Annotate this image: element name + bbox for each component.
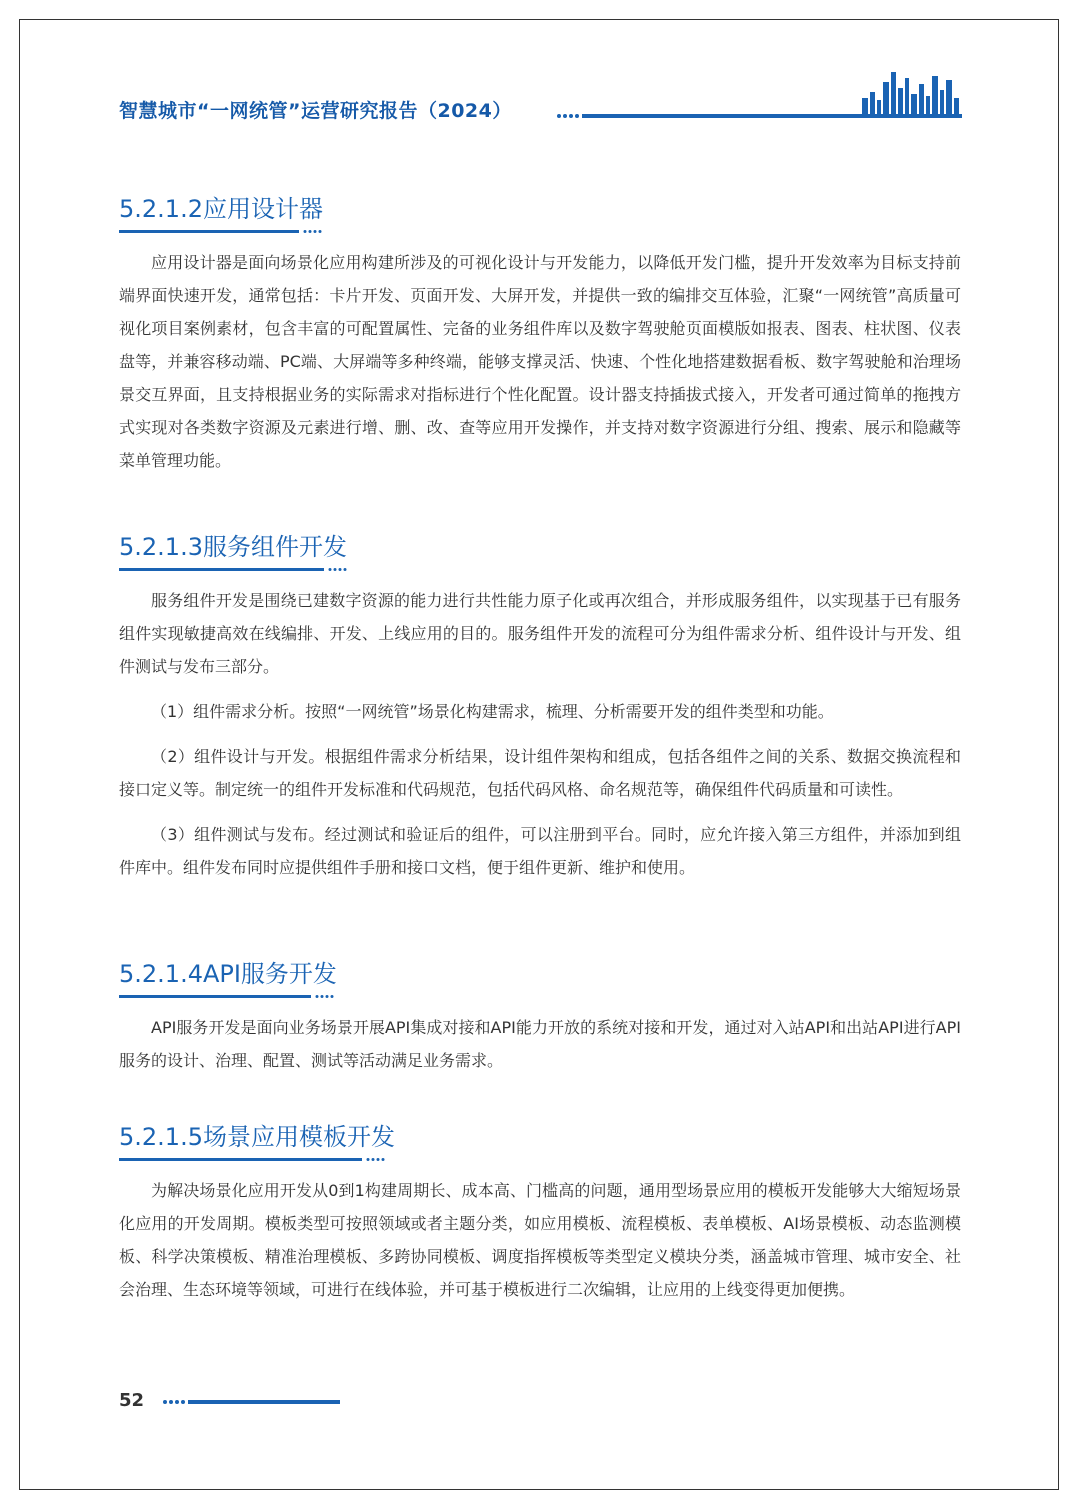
section-app-designer (119, 192, 961, 477)
footer-rule (162, 1398, 342, 1406)
paragraph: API服务开发是面向业务场景开展API集成对接和API能力开放的系统对接和开发，通过对入站API和出站API进行API服务的设计、治理、配置、测试等活动满足业务需求。 (119, 1018, 961, 1070)
section-heading (119, 1120, 961, 1160)
heading-underline (119, 230, 324, 235)
section-title: 5.2.1.3服务组件开发 (119, 533, 347, 561)
page-number: 52 (119, 1390, 145, 1411)
paragraph: （1）组件需求分析。按照“一网统管”场景化构建需求，梳理、分析需要开发的组件类型和功能。 (151, 702, 834, 721)
section-heading (119, 192, 961, 232)
skyline-logo-icon (556, 70, 966, 122)
paragraph: （3）组件测试与发布。经过测试和验证后的组件，可以注册到平台。同时，应允许接入第三方组件，并添加到组件库中。组件发布同时应提供组件手册和接口文档，便于组件更新、维护和使用。 (119, 825, 961, 877)
report-title: 智慧城市“一网统管”运营研究报告（2024） (119, 100, 512, 122)
paragraph: 为解决场景化应用开发从0到1构建周期长、成本高、门槛高的问题，通用型场景应用的模板开发能够大大缩短场景化应用的开发周期。模板类型可按照领域或者主题分类，如应用模板、流程模板、表单模板、AI场景模板、动态监测模板、科学决策模板、精准治理模板、多跨协同模板、调度指挥模板等类型定义模块分类，涵盖城市管理、城市安全、社会治理、生态环境等领域，可进行在线体验，并可基于模板进行二次编辑，让应用的上线变得更加便携。 (119, 1181, 961, 1299)
heading-underline (119, 1158, 387, 1163)
section-scene-template (119, 1120, 961, 1306)
heading-underline (119, 995, 334, 1000)
section-title: 5.2.1.2应用设计器 (119, 195, 323, 223)
section-api-service (119, 957, 961, 1077)
section-heading (119, 957, 961, 997)
section-title: 5.2.1.4API服务开发 (119, 960, 337, 988)
section-service-component (119, 530, 961, 884)
paragraph: （2）组件设计与开发。根据组件需求分析结果，设计组件架构和组成，包括各组件之间的关系、数据交换流程和接口定义等。制定统一的组件开发标准和代码规范，包括代码风格、命名规范等，确保组件代码质量和可读性。 (119, 747, 961, 799)
section-heading (119, 530, 961, 570)
paragraph: 应用设计器是面向场景化应用构建所涉及的可视化设计与开发能力，以降低开发门槛，提升开发效率为目标支持前端界面快速开发，通常包括：卡片开发、页面开发、大屏开发，并提供一致的编排交互体验，汇聚“一网统管”高质量可视化项目案例素材，包含丰富的可配置属性、完备的业务组件库以及数字驾驶舱页面模版如报表、图表、柱状图、仪表盘等，并兼容移动端、PC端、大屏端等多种终端，能够支撑灵活、快速、个性化地搭建数据看板、数字驾驶舱和治理场景交互界面，且支持根据业务的实际需求对指标进行个性化配置。设计器支持插拔式接入，开发者可通过简单的拖拽方式实现对各类数字资源及元素进行增、删、改、查等应用开发操作，并支持对数字资源进行分组、搜索、展示和隐藏等菜单管理功能。 (119, 253, 961, 470)
heading-underline (119, 568, 349, 573)
paragraph: 服务组件开发是围绕已建数字资源的能力进行共性能力原子化或再次组合，并形成服务组件，以实现基于已有服务组件实现敏捷高效在线编排、开发、上线应用的目的。服务组件开发的流程可分为组件需求分析、组件设计与开发、组件测试与发布三部分。 (119, 591, 961, 676)
section-title: 5.2.1.5场景应用模板开发 (119, 1123, 395, 1151)
